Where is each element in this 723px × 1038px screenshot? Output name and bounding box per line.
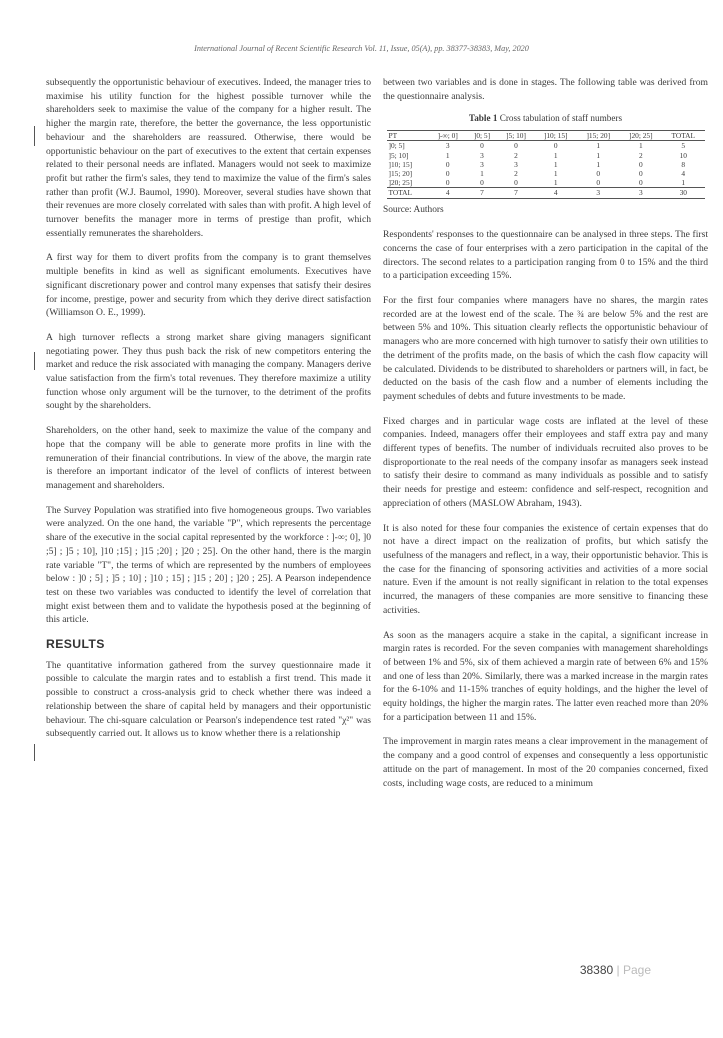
change-bar	[34, 744, 35, 761]
table-row	[387, 141, 705, 151]
body-paragraph: The quantitative information gathered from the survey questionnaire made it possible to calculate the margin rates and to establish a first trend. This made it possible to construct a cross-analysis grid to check whether there was indeed a relationship between the share of capital held by managers and their opportunistic behaviour. The chi-square calculation or Pearson's independence test rated "χ²" was subsequently carried out. It allows us to know whether there is a relationship	[46, 659, 371, 740]
left-column	[46, 76, 371, 750]
right-column	[383, 76, 708, 799]
table-cell: 1	[596, 141, 601, 151]
change-bar	[34, 352, 35, 370]
page-number-value: 38380	[579, 963, 614, 977]
table-cell: 1	[445, 150, 450, 160]
table-cell: 1	[553, 178, 558, 188]
table-cell: TOTAL	[387, 188, 430, 198]
page-number	[580, 963, 651, 977]
running-header: International Journal of Recent Scientific Research Vol. 11, Issue, 05(A), pp. 38377-38383, May, 2020	[194, 44, 529, 53]
table-cell: 0	[445, 168, 450, 178]
table-cell: ]10; 15]	[388, 159, 413, 169]
body-paragraph: As soon as the managers acquire a stake in the capital, a significant increase in margin rates is recorded. For the seven companies with management shareholdings of between 1% and 5%, six of them achieved a margin rate of between 6% and 15% and one of less than 20%. Similarly, there was a marked increase in the margin rates for the 6-10% and 11-15% tranches of equity holdings, and the higher the level of equity holdings, the higher the margin rates. The latter even reached more than 20% for a participation between 11 and 15%.	[383, 629, 708, 723]
table-cell: 3	[480, 159, 484, 169]
table-cell: 4	[534, 188, 577, 198]
table-cell: 1	[681, 178, 686, 188]
table-cell: ]20; 25]	[388, 178, 413, 188]
table-cell: 0	[638, 178, 643, 188]
body-paragraph: The improvement in margin rates means a clear improvement in the management of the company and a good control of expenses and consequently a less opportunistic attitude on the part of management. In most of the 20 companies concerned, fixed costs, including wage costs, are reduced to a minimum	[383, 736, 708, 789]
section-heading-results: RESULTS	[46, 637, 105, 652]
table-cell: ]5; 10]	[388, 150, 409, 160]
table-header-cell: PT	[387, 131, 430, 141]
table-cell: 1	[638, 141, 643, 151]
table-cell: 1	[553, 168, 558, 178]
table-cell: 4	[429, 188, 466, 198]
table-cell: 10	[679, 150, 687, 160]
table-row	[387, 151, 705, 160]
table-cell: 2	[514, 168, 518, 178]
table-row	[387, 160, 705, 169]
table-cell: 2	[514, 150, 518, 160]
table-cell: 3	[480, 150, 484, 160]
table-cell: 1	[480, 168, 484, 178]
page-label: | Page	[613, 963, 651, 977]
table-cell: 3	[514, 159, 518, 169]
table-cell: ]0; 5]	[388, 141, 405, 151]
table-cell: 7	[498, 188, 535, 198]
table-row	[387, 178, 705, 188]
cross-tabulation-table	[387, 130, 705, 198]
table-cell: 0	[596, 168, 601, 178]
table-cell: 7	[466, 188, 497, 198]
body-paragraph: A high turnover reflects a strong market share giving managers significant negotiating power. They thus push back the risk of new competitors entering the market and reduce the risk associated with managing the company. Managers derive value satisfaction from the firm's total revenues. They therefore maximize a utility function whose only argument will be the turnover, to the detriment of the profits sought by the shareholders.	[46, 331, 371, 412]
table-cell: 4	[681, 168, 686, 178]
table-cell: 1	[596, 150, 601, 160]
table-cell: 8	[681, 159, 686, 169]
table-cell: 3	[577, 188, 620, 198]
table-cell: ]15; 20]	[388, 168, 413, 178]
body-paragraph: Shareholders, on the other hand, seek to maximize the value of the company and hope that the company will be able to generate more profits in line with the remuneration of their financial contributions. In view of the above, the margin rate is therefore an important indicator of the level of conflicts of interest between management and shareholders.	[46, 425, 371, 491]
table-header-cell: ]0; 5]	[466, 131, 497, 141]
body-paragraph: Respondents' responses to the questionnaire can be analysed in three steps. The first concerns the case of four enterprises with a zero participation in the capital of the directors. The second relates to a participation ranging from 0 to 15% and the third to a participation exceeding 15%.	[383, 229, 708, 282]
table-header-cell: ]-∞; 0]	[429, 131, 466, 141]
table-header-cell: ]15; 20]	[577, 131, 620, 141]
table-cell: 30	[662, 188, 704, 198]
body-paragraph: Fixed charges and in particular wage costs are inflated at the level of these companies. Indeed, managers offer their employees and staff extra pay and many different types of benefits. The number of individuals recruited also proves to be disproportionate to the real needs of the company insofar as managers seek instead to satisfy their desire to command as many individuals as possible and to satisfy their needs for prestige and esteem: confidence and self-respect, recognition and appreciation of others (MASLOW Abraham, 1943).	[383, 415, 708, 509]
table-cell: 3	[445, 141, 450, 151]
table-cell: 1	[596, 159, 601, 169]
table-cell: 0	[638, 168, 643, 178]
table-caption	[383, 112, 708, 126]
table-source: Source: Authors	[383, 204, 444, 215]
table-header-cell: ]5; 10]	[498, 131, 535, 141]
table-header-cell: ]10; 15]	[534, 131, 577, 141]
table-caption-label: Table 1	[468, 113, 498, 124]
table-header-row	[387, 131, 705, 141]
body-paragraph: between two variables and is done in stages. The following table was derived from the questionnaire analysis.	[383, 77, 708, 102]
table-caption-text: Cross tabulation of staff numbers	[499, 113, 623, 124]
body-paragraph: subsequently the opportunistic behaviour of executives. Indeed, the manager tries to maximise his utility function for the highest possible turnover while the shareholders seek to maximise the value of the company for a higher result. The higher the margin rate, therefore, the better the governance, the less opportunistic behaviour and the shareholders are reassured. Otherwise, there would be opportunistic behaviour on the part of executives to the extent that certain expenses related to their personal needs are inflated. Managers would not seek to maximize profit but rather the firm's sales, they tend to maximize the value of the firm's sales rather than profit (W.J. Baumol, 1990). Moreover, several studies have shown that their revenues are more closely correlated with sales than with profit. A high level of turnover benefits the manager more in terms of prestige than profit, which essentially remunerates the shareholders.	[46, 77, 371, 239]
table-row	[387, 169, 705, 178]
change-bar	[34, 126, 35, 146]
table-cell: 5	[681, 141, 686, 151]
table-cell: 0	[596, 178, 601, 188]
table-cell: 1	[553, 150, 558, 160]
table-cell: 3	[620, 188, 663, 198]
table-header-cell: TOTAL	[662, 131, 704, 141]
body-paragraph: It is also noted for these four companies the existence of certain expenses that do not have a direct impact on the realization of profits, but which satisfy the usefulness of the managers and reflect, in a way, their opportunistic behavior. This is the case for the financing of sponsoring activities and activities of a more social nature. Even if the amount is not really significant in relation to the total expenses incurred, the managers of these companies are more sensitive to financing these activities.	[383, 522, 708, 616]
table-cell: 0	[445, 178, 450, 188]
table-cell: 0	[514, 178, 518, 188]
table-cell: 0	[445, 159, 450, 169]
table-total-row	[387, 188, 705, 198]
body-paragraph: The Survey Population was stratified into five homogeneous groups. Two variables were analyzed. On the one hand, the variable "P", which represents the percentage share of the executive in the social capital represented by the workforce : ]-∞; 0], ]0 ;5] ; ]5 ; 10], ]10 ;15] ; ]15 ;20] ; ]20 ; 25]. On the other hand, there is the margin rate variable "T", the terms of which are represented by the numbers of employees below : ]0 ; 5] ; ]5 ; 10] ; ]10 ; 15] ; ]15 ; 20] ; ]20 ; 25]. A Pearson independence test on these two variables was conducted to identify the level of correlation that might exist between them and to validate the hypothesis posed at the beginning of this article.	[46, 504, 371, 626]
table-cell: 2	[638, 150, 643, 160]
body-paragraph: A first way for them to divert profits from the company is to grant themselves multiple benefits in kind as well as significant emoluments. Executives have significant discretionary power and control many expenses that satisfy their desires for income, prestige, power and security from which they derive direct satisfaction (Williamson O. E., 1999).	[46, 252, 371, 319]
table-header-cell: ]20; 25]	[620, 131, 663, 141]
table-cell: 0	[480, 178, 484, 188]
body-paragraph: For the first four companies where managers have no shares, the margin rates recorded are at the lowest end of the scale. The ¾ are below 5% and the rest are between 5% and 10%. This situation clearly reflects the opportunistic behaviour of managers who are more concerned with high turnover to satisfy their own utilities to the detriment of the profits made, on the basis of which the cash flow capacity will be calculated. Dividends to be distributed to shareholders or partners will, in fact, be deducted on the basis of the cash flow and a number of elements including the payment schedules of debts and future investments to be made.	[383, 295, 708, 402]
table-cell: 1	[553, 159, 558, 169]
table-cell: 0	[638, 159, 643, 169]
table-cell: 0	[480, 141, 484, 151]
table-cell: 0	[553, 141, 558, 151]
table-cell: 0	[514, 141, 518, 151]
